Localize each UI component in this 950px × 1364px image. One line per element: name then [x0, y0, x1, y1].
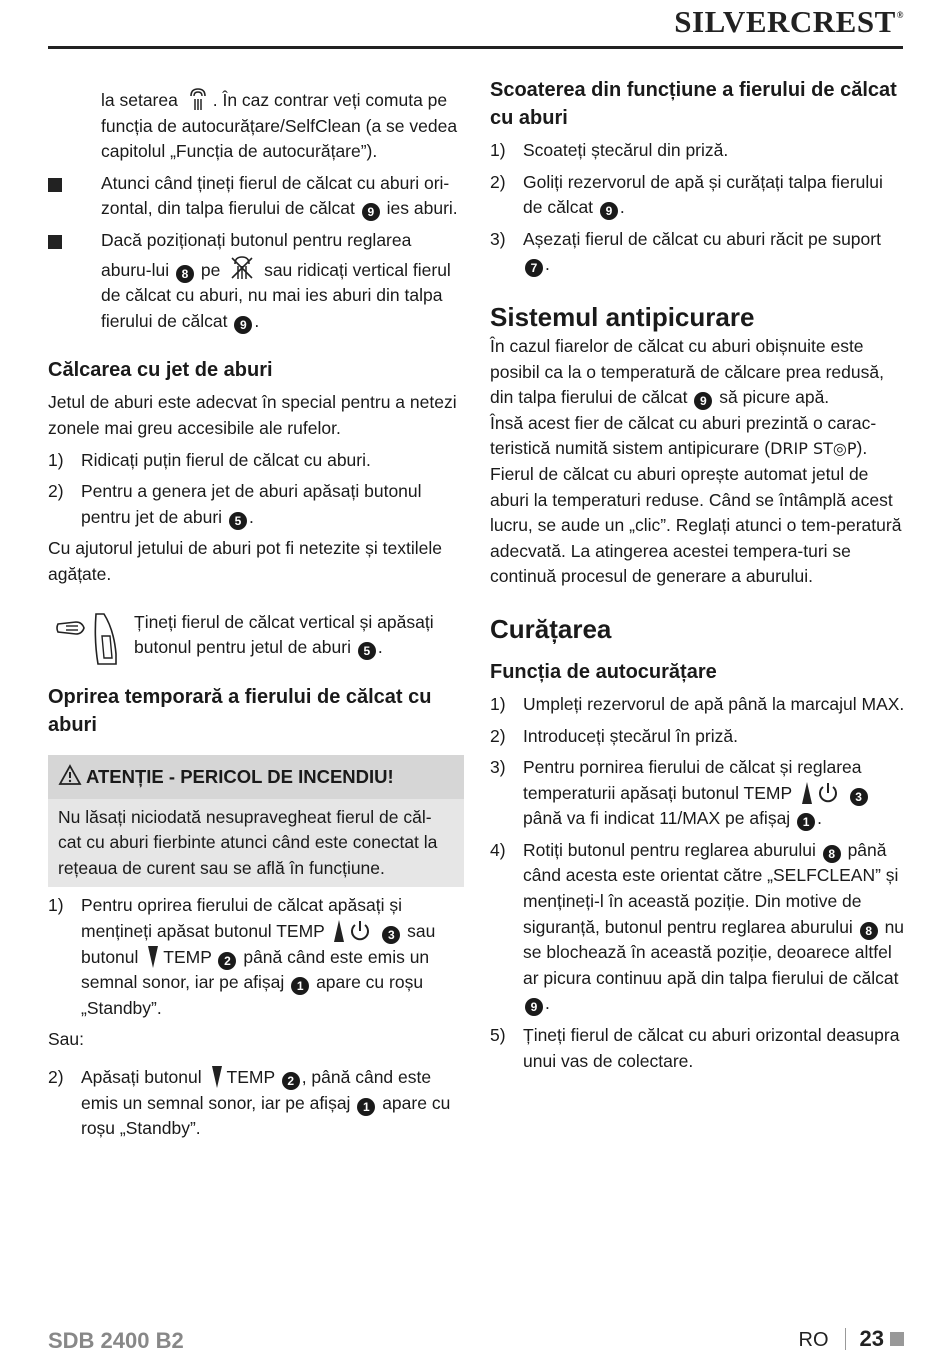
footer-square	[890, 1332, 904, 1346]
ref-3: 3	[382, 926, 400, 944]
vertical-iron-icon	[54, 610, 126, 666]
ref-2: 2	[218, 952, 236, 970]
ref-2: 2	[282, 1072, 300, 1090]
ref-9: 9	[694, 392, 712, 410]
ref-7: 7	[525, 259, 543, 277]
ref-3: 3	[850, 788, 868, 806]
warning-triangle-icon	[58, 764, 82, 786]
language-code: RO	[798, 1329, 829, 1351]
ref-1: 1	[291, 977, 309, 995]
left-column	[48, 86, 464, 1142]
jet-outro: Cu ajutorul jetului de aburi pot fi netezite și textilele agățate.	[48, 538, 442, 584]
ref-1: 1	[357, 1098, 375, 1116]
steam-off-icon	[229, 254, 255, 282]
section-title-shutdown: Scoaterea din funcțiune a fierului de călcat cu aburi	[490, 79, 897, 129]
section-title-stop: Oprirea temporară a fierului de călcat cu aburi	[48, 685, 432, 736]
clean-step-3: 3) Pentru pornirea fierului de călcat și reglarea temperaturii apăsați butonul TEMP 3 până va fi indicat 11/MAX pe afișaj 1 .	[490, 755, 906, 832]
temp-up-icon	[801, 781, 813, 805]
page-number: 23	[859, 1326, 884, 1351]
ref-9: 9	[600, 202, 618, 220]
temp-down-icon	[147, 945, 159, 969]
jet-intro: Jetul de aburi este adecvat în special pentru a netezi zonele mai greu accesibile ale rufelor.	[48, 392, 457, 438]
ref-5: 5	[358, 642, 376, 660]
shutdown-step-1: 1) Scoateți ștecărul din priză.	[490, 140, 729, 160]
clean-step-4: 4) Rotiți butonul pentru reglarea aburului 8 până când acesta este orientat către „SELFCLEAN” și mențineți-l în această poziție. Din motive de siguranță, butonul pentru reglarea aburului 8 nu se blochează în această poziție, deoarece altfel ar picura continuu apă din talpa fierului de călcat 9 .	[490, 839, 905, 1015]
drip-paragraph-1: În cazul fiarelor de călcat cu aburi obișnuite este posibil ca la o temperatură de călcare prea redusă, din talpa fierului de călcat 9 să picure apă.	[490, 335, 884, 409]
ref-8: 8	[823, 845, 841, 863]
warning-header: ATENȚIE - PERICOL DE INCENDIU!	[48, 755, 464, 799]
drip-paragraph-2: Însă acest fier de călcat cu aburi prezintă o carac-teristică numită sistem antipicurare (DRIP ST◎P). Fierul de călcat cu aburi oprește automat jetul de aburi la temperaturi reduse. Când se întâmplă acest lucru, se aude un „clic”. Reglați atunci o tem-peratură adecvată. La atingerea acestei tempera-turi se continuă procesul de generare a aburului.	[490, 412, 902, 587]
stop-step-2: 2) Apăsați butonul TEMP 2 , până când este emis un semnal sonor, iar pe afișaj 1 apare cu roșu „Standby”.	[48, 1067, 451, 1139]
power-icon	[817, 781, 839, 805]
ref-5: 5	[229, 512, 247, 530]
jet-step-2: 2) Pentru a genera jet de aburi apăsați butonul pentru jet de aburi 5 .	[48, 481, 422, 528]
steam-max-icon	[187, 86, 209, 112]
ref-8: 8	[860, 922, 878, 940]
ref-9: 9	[234, 316, 252, 334]
intro-paragraph: la setarea . În caz contrar veți comuta pe funcția de autocurățare/SelfClean (a se vedea capitolul „Funcția de autocurățare”).	[48, 86, 464, 165]
clean-step-2: 2) Introduceți ștecărul în priză.	[490, 725, 738, 746]
model-number: SDB 2400 B2	[48, 1328, 184, 1353]
brand-logo: SILVERCREST®	[674, 4, 904, 39]
section-title-drip: Sistemul antipicurare	[490, 301, 755, 332]
ref-8: 8	[176, 265, 194, 283]
jet-step-1: 1) Ridicați puțin fierul de călcat cu aburi.	[48, 449, 371, 470]
jet-tip: Țineți fierul de călcat vertical și apăsați butonul pentru jetul de aburi 5 .	[48, 610, 464, 661]
section-title-clean: Curățarea	[490, 613, 612, 644]
stop-step-1: 1) Pentru oprirea fierului de călcat apăsați și mențineți apăsat butonul TEMP 3 sau butonul TEMP 2 până când este emis un semnal sonor, iar pe afișaj 1 apare cu roșu „Standby”.	[48, 895, 436, 1018]
clean-step-5: 5) Țineți fierul de călcat cu aburi orizontal deasupra unui vas de colectare.	[490, 1025, 900, 1071]
power-icon	[349, 919, 371, 943]
shutdown-step-2: 2) Goliți rezervorul de apă și curățați talpa fierului de călcat 9 .	[490, 171, 883, 219]
or-label: Sau:	[48, 1029, 84, 1050]
page-footer	[799, 1326, 904, 1352]
ref-9: 9	[525, 998, 543, 1016]
temp-up-icon	[333, 919, 345, 943]
right-column	[490, 76, 906, 1074]
dripstop-logo: DRIP ST◎P	[770, 439, 857, 459]
temp-down-icon	[211, 1065, 223, 1089]
ref-1: 1	[797, 813, 815, 831]
bullet-horizontal-steam: Atunci când țineți fierul de călcat cu aburi ori-zontal, din talpa fierului de călcat 9 ies aburi.	[48, 171, 464, 222]
bullet-no-steam: Dacă poziționați butonul pentru reglarea aburu-lui 8 pe sau ridicați vertical fierul de călcat cu aburi, nu mai ies aburi din talpa fierului de călcat 9 .	[48, 228, 464, 334]
clean-step-1: 1) Umpleți rezervorul de apă până la marcajul MAX.	[490, 693, 905, 714]
ref-9: 9	[362, 203, 380, 221]
header-rule	[48, 46, 903, 49]
footer-divider	[845, 1328, 846, 1350]
subsection-title-selfclean: Funcția de autocurățare	[490, 660, 717, 683]
fire-warning-box	[48, 755, 464, 888]
shutdown-step-3: 3) Așezați fierul de călcat cu aburi răcit pe suport 7 .	[490, 228, 881, 276]
warning-body: Nu lăsați niciodată nesupravegheat fierul de căl-cat cu aburi fierbinte atunci când este conectat la rețeaua de curent sau se află în funcțiune.	[58, 806, 438, 878]
section-title-jet: Călcarea cu jet de aburi	[48, 359, 273, 382]
